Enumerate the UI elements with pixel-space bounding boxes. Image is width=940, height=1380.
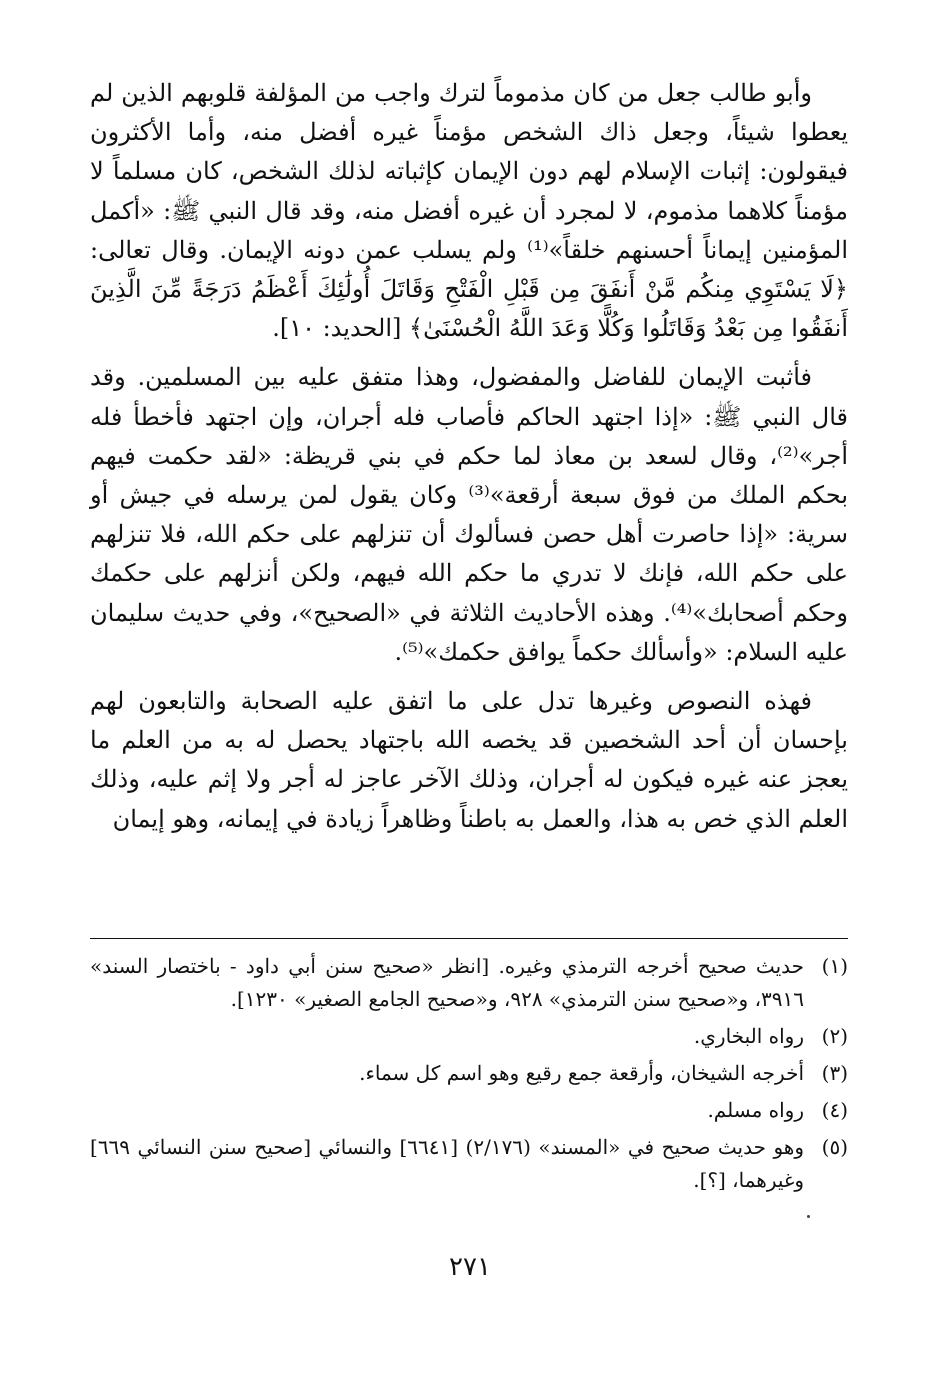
footnote-text: رواه البخاري. (693, 1024, 804, 1048)
main-text-body (90, 74, 848, 849)
body-paragraph-1: وأبو طالب جعل من كان مذموماً لترك واجب من المؤلفة قلوبهم الذين لم يعطوا شيئاً، وجعل ذاك الشخص مؤمناً غيره أفضل منه، وأما الأكثرون فيقولون: إثبات الإسلام لهم دون الإيمان كإثباته لذلك الشخص، كان مسلماً لا مؤمناً كلاهما مذموم، لا لمجرد أن غيره أفضل منه، وقد قال النبي ﷺ: «أكمل المؤمنين إيماناً أحسنهم خلقاً»⁽¹⁾ ولم يسلب عمن دونه الإيمان. وقال تعالى: ﴿لَا يَسْتَوِي مِنكُم مَّنْ أَنفَقَ مِن قَبْلِ الْفَتْحِ وَقَاتَلَ أُولَٰئِكَ أَعْظَمُ دَرَجَةً مِّنَ الَّذِينَ أَنفَقُوا مِن بَعْدُ وَقَاتَلُوا وَكُلًّا وَعَدَ اللَّهُ الْحُسْنَىٰ﴾ [الحديد: ١٠]. (90, 79, 849, 343)
footnote-text: أخرجه الشيخان، وأرقعة جمع رقيع وهو اسم كل سماء. (359, 1061, 804, 1085)
footnote-number: (١) (821, 954, 848, 978)
footnote-separator (90, 938, 848, 939)
footnote-text: رواه مسلم. (707, 1098, 804, 1122)
footnote-1 (90, 950, 848, 1016)
footnote-number: (٢) (821, 1024, 848, 1048)
body-paragraph-2: فأثبت الإيمان للفاضل والمفضول، وهذا متفق عليه بين المسلمين. وقد قال النبي ﷺ: «إذا اجتهد الحاكم فأصاب فله أجران، وإن اجتهد فأخطأ فله أجر»⁽²⁾، وقال لسعد بن معاذ لما حكم في بني قريظة: «لقد حكمت فيهم بحكم الملك من فوق سبعة أرقعة»⁽³⁾ وكان يقول لمن يرسله في جيش أو سرية: «إذا حاصرت أهل حصن فسألوك أن تنزلهم على حكم الله، فلا تنزلهم على حكم الله، فإنك لا تدري ما حكم الله فيهم، ولكن أنزلهم على حكمك وحكم أصحابك»⁽⁴⁾. وهذه الأحاديث الثلاثة في «الصحيح»، وفي حديث سليمان عليه السلام: «وأسألك حكماً يوافق حكمك»⁽⁵⁾. (90, 363, 848, 666)
footnote-5 (90, 1131, 848, 1197)
footnote-number: (٥) (821, 1135, 848, 1159)
scan-speck (807, 1215, 810, 1218)
footnote-4 (90, 1094, 848, 1127)
footnote-2 (90, 1020, 848, 1053)
footnote-3 (90, 1057, 848, 1090)
body-paragraph-3: فهذه النصوص وغيرها تدل على ما اتفق عليه الصحابة والتابعون لهم بإحسان أن أحد الشخصين قد يخصه الله باجتهاد يحصل له به من العلم ما يعجز عنه غيره فيكون له أجران، وذلك الآخر عاجز له أجر ولا إثم عليه، وذلك العلم الذي خص به هذا، والعمل به باطناً وظاهراً زيادة في إيمانه، وهو إيمان (90, 687, 848, 833)
footnote-text: حديث صحيح أخرجه الترمذي وغيره. [انظر «صحيح سنن أبي داود - باختصار السند» ٣٩١٦، و«صحيح سنن الترمذي» ٩٢٨، و«صحيح الجامع الصغير» ١٢٣٠]. (90, 954, 804, 1011)
page-number: ٢٧١ (449, 1252, 491, 1282)
footnote-number: (٤) (821, 1098, 848, 1122)
footnote-number: (٣) (821, 1061, 848, 1085)
footnote-text: وهو حديث صحيح في «المسند» (٢/١٧٦) [٦٦٤١] والنسائي [صحيح سنن النسائي ٦٦٩] وغيرهما، [؟]. (90, 1135, 804, 1192)
footnotes-section (90, 950, 848, 1201)
